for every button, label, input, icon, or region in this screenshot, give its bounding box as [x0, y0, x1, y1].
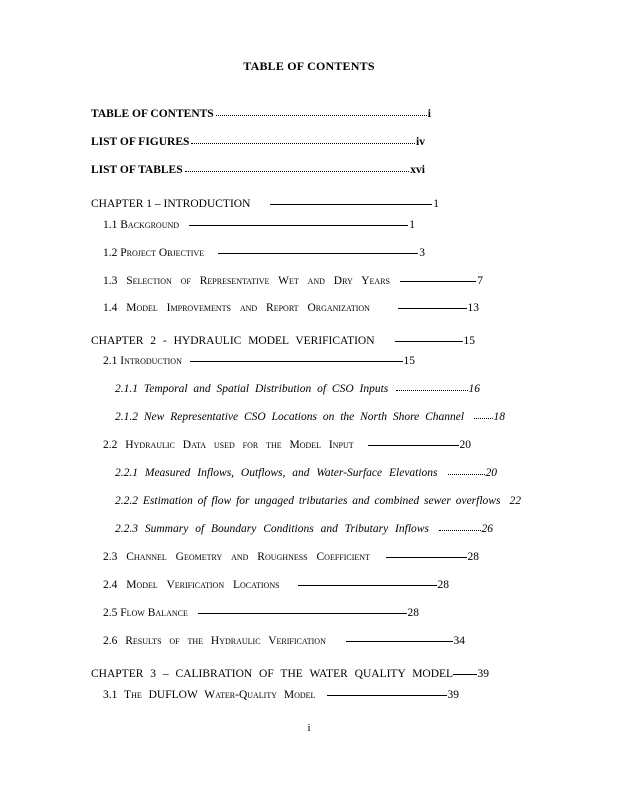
toc-entry-2-6[interactable] [103, 634, 465, 648]
toc-entry-page: 18 [493, 411, 505, 423]
toc-entry-label: CHAPTER 2 - HYDRAULIC MODEL VERIFICATION [91, 335, 375, 347]
toc-entry-2-2-2[interactable] [115, 494, 520, 508]
toc-leader [298, 585, 437, 586]
toc-entry-2-2[interactable] [103, 438, 471, 452]
toc-leader [327, 695, 446, 696]
toc-entry-label: 1.1 Background [103, 219, 180, 231]
toc-entry-page: 3 [419, 247, 425, 259]
toc-entry-label: CHAPTER 3 – CALIBRATION OF THE WATER QUALITY MODEL [91, 668, 454, 680]
toc-entry-2-1-1[interactable] [115, 382, 480, 396]
toc-entry-page: 39 [477, 668, 489, 680]
toc-leader [189, 225, 408, 226]
toc-entry-page: 20 [459, 439, 471, 451]
toc-entry-label: 2.6 Results of the Hydraulic Verification [103, 635, 326, 647]
toc-entry-list-of-tables[interactable] [91, 163, 425, 177]
toc-entry-page: 15 [463, 335, 475, 347]
toc-entry-chapter-2[interactable] [91, 334, 475, 348]
toc-entry-2-2-3[interactable] [115, 522, 493, 536]
toc-entry-page: 34 [453, 635, 465, 647]
toc-leader [216, 115, 427, 116]
toc-entry-label: TABLE OF CONTENTS [91, 108, 214, 120]
toc-entry-2-1[interactable] [103, 354, 415, 368]
toc-entry-label: CHAPTER 1 – INTRODUCTION [91, 198, 251, 210]
toc-entry-2-3[interactable] [103, 550, 479, 564]
toc-entry-page: 28 [467, 551, 479, 563]
toc-entry-page: 13 [467, 302, 479, 314]
toc-entry-page: xvi [410, 164, 425, 176]
toc-leader [398, 308, 467, 309]
toc-leader [474, 418, 492, 419]
toc-entry-label: 2.5 Flow Balance [103, 607, 188, 619]
toc-entry-page: i [427, 108, 431, 120]
toc-entry-page: 1 [409, 219, 415, 231]
toc-entry-page: 7 [477, 275, 483, 287]
toc-leader [190, 361, 403, 362]
toc-entry-table-of-contents[interactable] [91, 107, 431, 121]
toc-entry-page: 28 [407, 607, 419, 619]
toc-entry-page: 15 [403, 355, 415, 367]
toc-leader [198, 613, 407, 614]
toc-entry-label: 2.2.1 Measured Inflows, Outflows, and Water-Surface Elevations [115, 467, 438, 479]
toc-entry-label: 2.2 Hydraulic Data used for the Model Input [103, 439, 354, 451]
toc-entry-label: 2.2.2 Estimation of flow for ungaged tributaries and combined sewer overflows [115, 495, 501, 507]
toc-entry-page: iv [416, 136, 425, 148]
toc-entry-label: 2.1.1 Temporal and Spatial Distribution of CSO Inputs [115, 383, 389, 395]
toc-entry-label: 2.4 Model Verification Locations [103, 579, 280, 591]
toc-entry-label: 1.2 Project Objective [103, 247, 205, 259]
toc-entry-label: LIST OF FIGURES [91, 136, 190, 148]
toc-entry-3-1[interactable] [103, 688, 459, 702]
toc-entry-page: 22 [509, 495, 521, 507]
toc-entry-page: 26 [481, 523, 493, 535]
toc-entry-1-3[interactable] [103, 274, 483, 288]
toc-entry-1-4[interactable] [103, 301, 479, 315]
toc-leader [453, 674, 476, 675]
toc-leader [396, 390, 467, 391]
toc-leader [270, 204, 432, 205]
toc-entry-1-1[interactable] [103, 218, 415, 232]
toc-entry-page: 16 [468, 383, 480, 395]
toc-leader [218, 253, 418, 254]
toc-entry-2-4[interactable] [103, 578, 449, 592]
page-number: i [307, 722, 311, 734]
toc-leader [448, 474, 485, 475]
toc-leader [191, 143, 415, 144]
toc-entry-1-2[interactable] [103, 246, 425, 260]
toc-entry-label: 2.2.3 Summary of Boundary Conditions and Tributary Inflows [115, 523, 429, 535]
toc-leader [368, 445, 459, 446]
toc-leader [185, 171, 410, 172]
toc-entry-label: 1.3 Selection of Representative Wet and Dry Years [103, 275, 390, 287]
toc-leader [400, 281, 476, 282]
toc-entry-chapter-1[interactable] [91, 197, 439, 211]
toc-entry-label: LIST OF TABLES [91, 164, 183, 176]
toc-entry-page: 1 [433, 198, 439, 210]
toc-entry-page: 20 [485, 467, 497, 479]
toc-entry-2-5[interactable] [103, 606, 419, 620]
toc-entry-2-1-2[interactable] [115, 410, 505, 424]
toc-entry-page: 28 [437, 579, 449, 591]
toc-entry-label: 2.1.2 New Representative CSO Locations on the North Shore Channel [115, 411, 465, 423]
toc-entry-list-of-figures[interactable] [91, 135, 425, 149]
toc-entry-page: 39 [447, 689, 459, 701]
page-title: TABLE OF CONTENTS [243, 59, 375, 73]
toc-entry-chapter-3[interactable] [91, 667, 489, 681]
toc-leader [386, 557, 467, 558]
toc-entry-label: 1.4 Model Improvements and Report Organization [103, 302, 370, 314]
toc-leader [395, 341, 463, 342]
toc-leader [439, 530, 481, 531]
toc-entry-label: 3.1 The DUFLOW Water-Quality Model [103, 689, 316, 701]
toc-entry-label: 2.1 Introduction [103, 355, 182, 367]
toc-leader [346, 641, 453, 642]
toc-entry-2-2-1[interactable] [115, 466, 497, 480]
toc-entry-label: 2.3 Channel Geometry and Roughness Coefficient [103, 551, 370, 563]
